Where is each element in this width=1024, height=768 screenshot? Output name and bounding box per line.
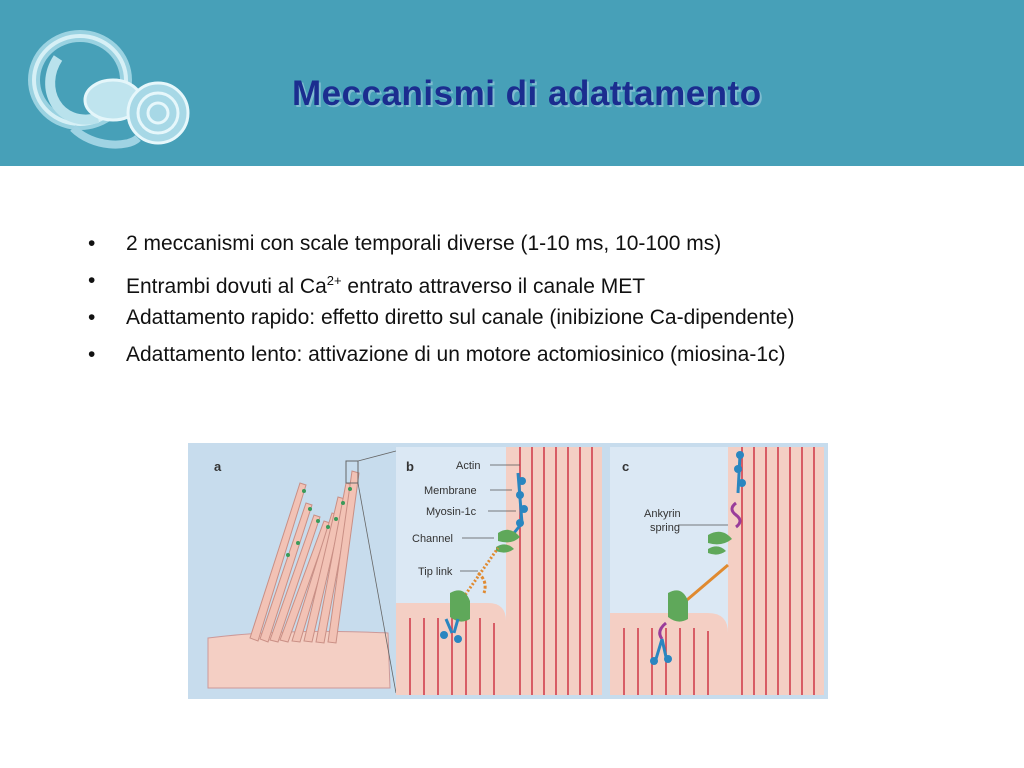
bullet-item (84, 265, 984, 302)
panel-b-diagram (396, 447, 602, 695)
bullet-text: Adattamento rapido: effetto diretto sul canale (inibizione Ca-dipendente) (126, 306, 795, 329)
panel-letter-b: b (406, 459, 414, 474)
panel-letter-a: a (214, 459, 222, 474)
adaptation-figure (188, 443, 828, 699)
bullet-marker: • (88, 232, 96, 255)
panel-letter-c: c (622, 459, 630, 474)
label-channel: Channel (412, 533, 453, 545)
bullet-marker: • (88, 269, 96, 292)
slide-title: Meccanismi di adattamento (292, 74, 762, 113)
calcium-superscript: 2+ (326, 273, 342, 288)
label-actin: Actin (456, 460, 481, 472)
bullet-marker: • (88, 343, 96, 366)
bullet-list (84, 228, 984, 376)
bullet-item (84, 339, 984, 376)
bullet-text-continued: entrato attraverso il canale MET (341, 275, 646, 298)
label-ankyrin: Ankyrin (644, 508, 681, 520)
bullet-text: Entrambi dovuti al Ca (126, 275, 327, 298)
panel-c-diagram (610, 447, 824, 695)
label-myosin: Myosin-1c (426, 506, 477, 518)
inner-ear-logo-icon (18, 18, 198, 158)
adaptation-figure-drawing (188, 443, 828, 699)
panel-a-hair-bundle (208, 451, 396, 693)
bullet-text: 2 meccanismi con scale temporali diverse (1-10 ms, 10-100 ms) (126, 232, 722, 255)
label-membrane: Membrane (424, 485, 477, 497)
bullet-item (84, 302, 984, 339)
bullet-marker: • (88, 306, 96, 329)
header-banner (0, 0, 1024, 166)
bullet-item (84, 228, 984, 265)
label-spring: spring (650, 522, 680, 534)
label-tip-link: Tip link (418, 566, 453, 578)
bullet-text: Adattamento lento: attivazione di un motore actomiosinico (miosina-1c) (126, 343, 786, 366)
